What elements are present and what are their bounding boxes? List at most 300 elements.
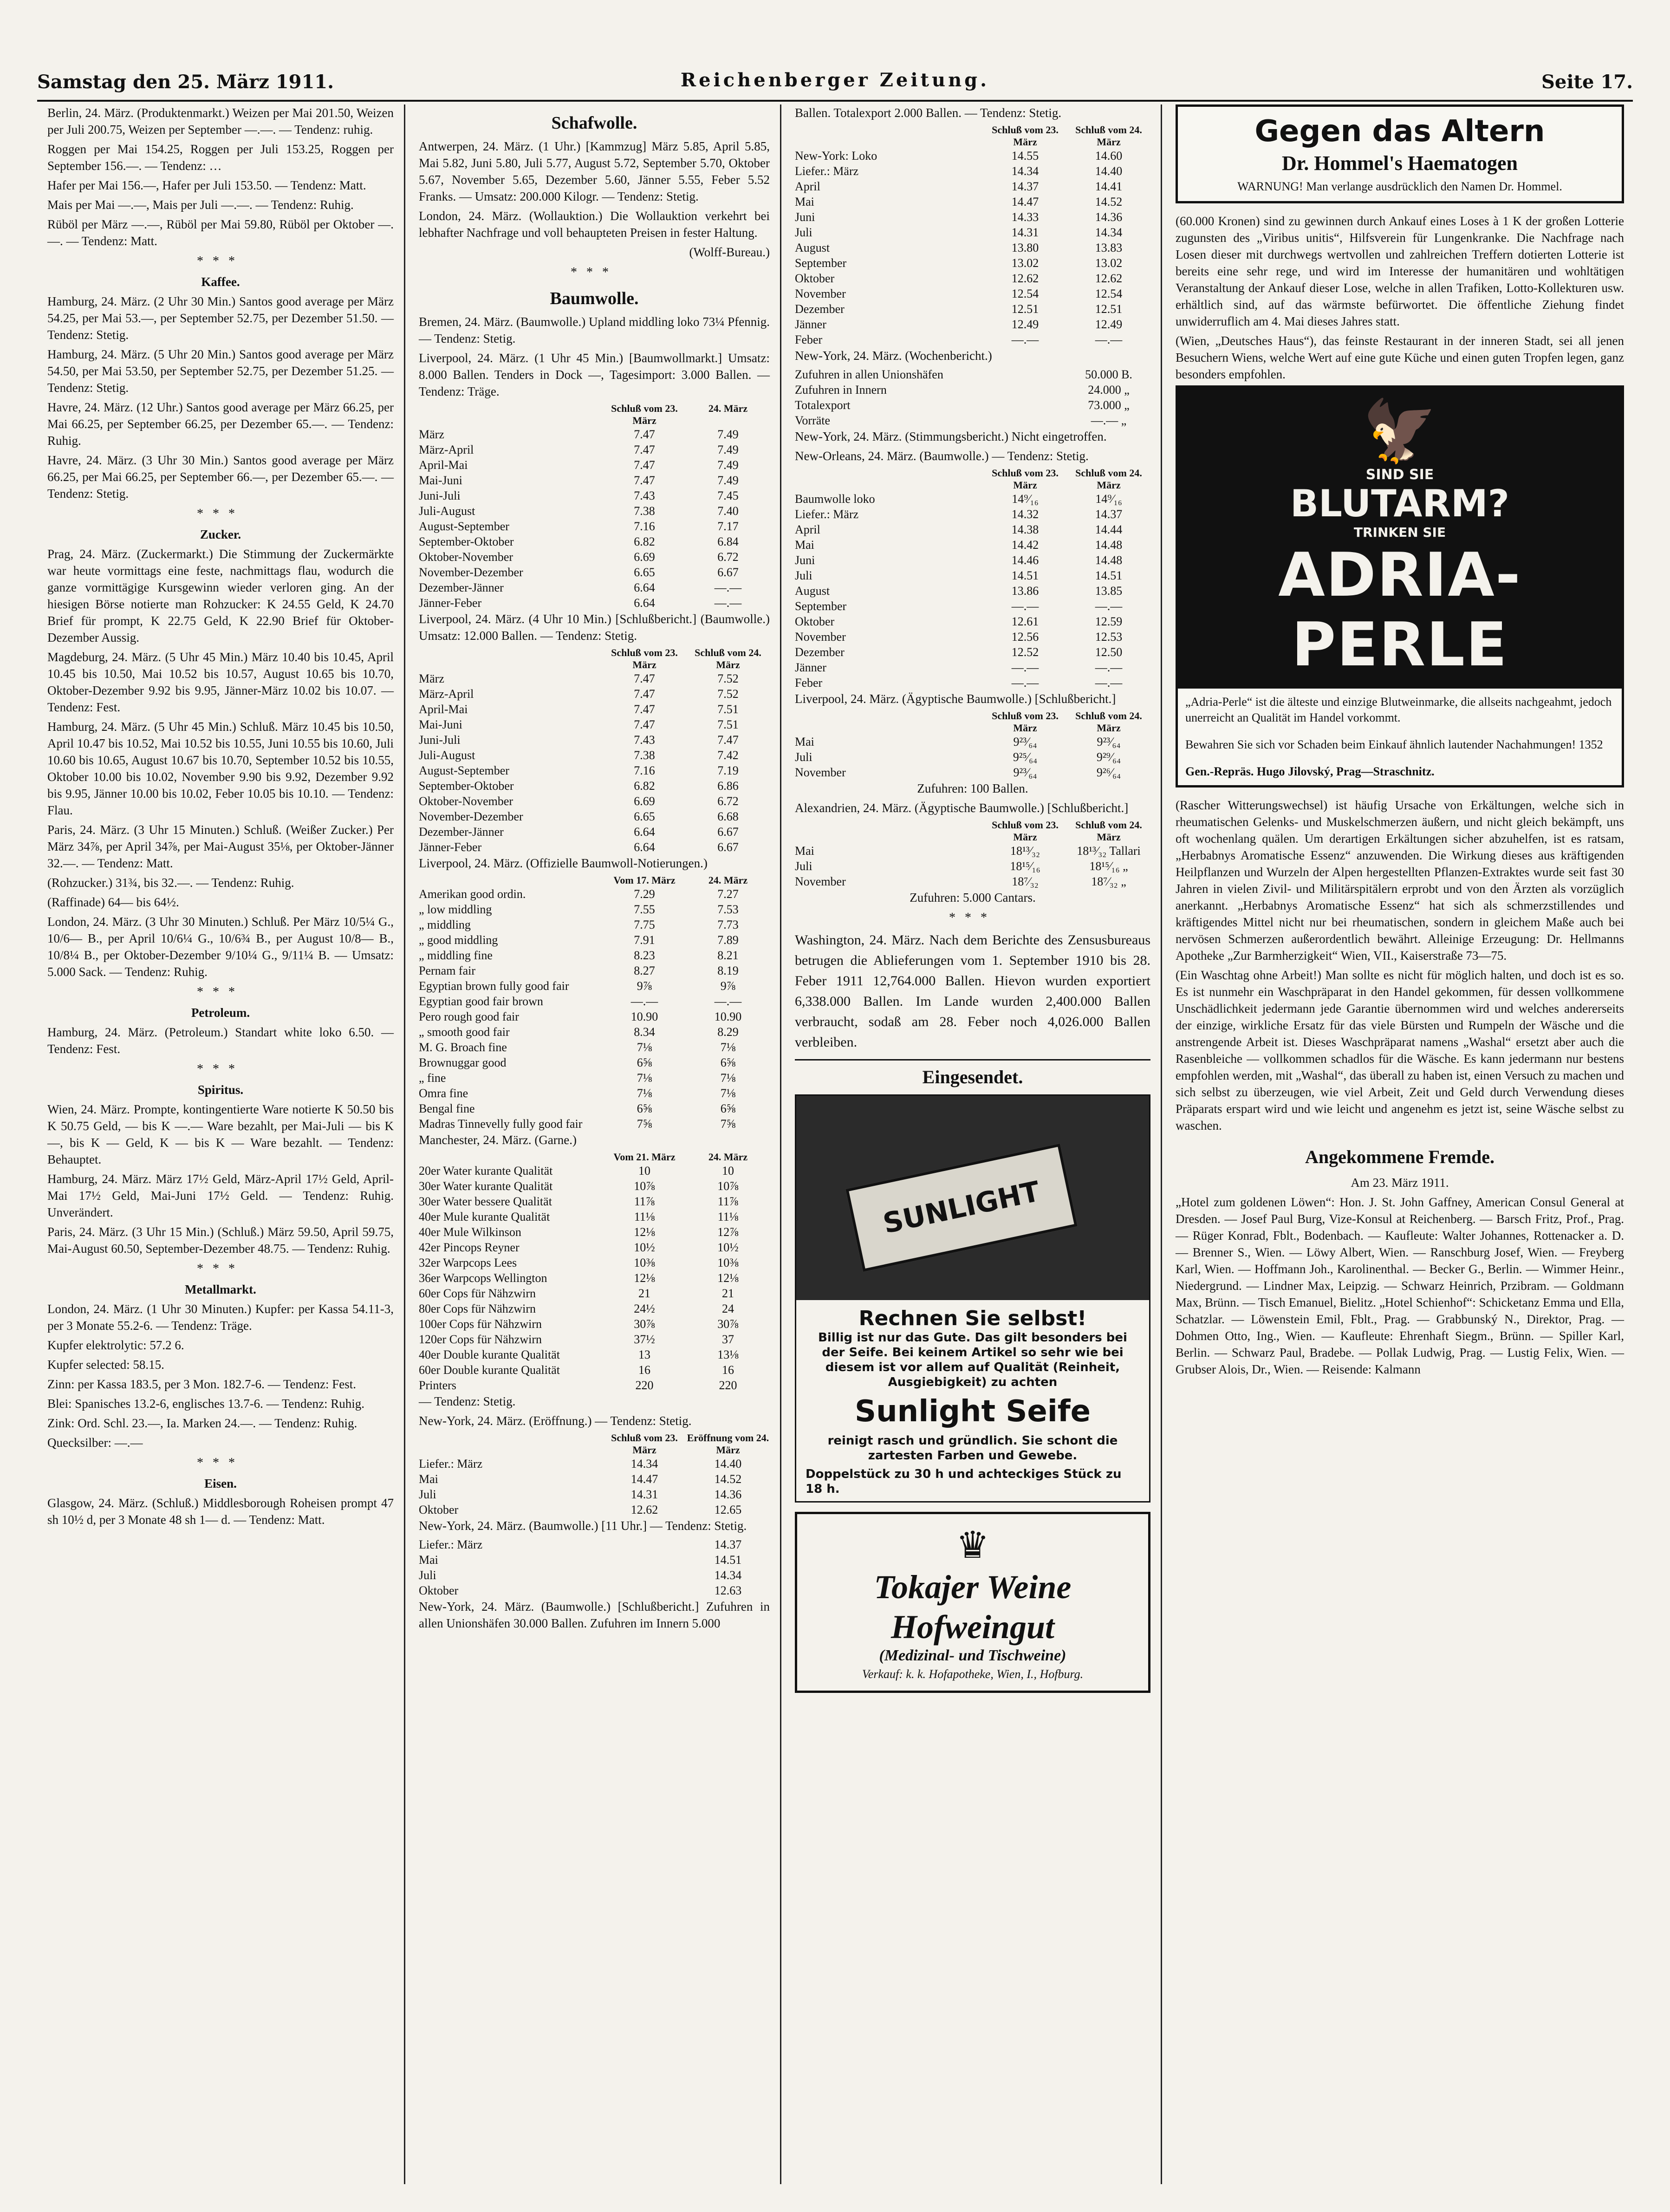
row-label: November-Dezember xyxy=(419,566,523,579)
row-value: 7.73 xyxy=(717,918,739,931)
row-label: März xyxy=(419,672,444,685)
row-label: August-September xyxy=(419,764,509,777)
report-antwerpen: Antwerpen, 24. März. (1 Uhr.) [Kammzug] März 5.85, April 5.85, Mai 5.82, Juni 5.80, Juli 5.77, August 5.72, September 5.70, Oktober 5.67, November 5.65, Dezember 5.60, Jänner 5.55, Feber 5.52 Franks. — Umsatz: 200.000 Kilogr. — Tendenz: Stetig. xyxy=(419,139,770,203)
row-label: 30er Water bessere Qualität xyxy=(419,1195,552,1208)
soap-illustration xyxy=(796,1096,1149,1300)
row-label: April-Mai xyxy=(419,703,468,716)
table-header-cell: Schluß vom 23. März xyxy=(611,403,678,426)
market-report: Berlin, 24. März. (Produktenmarkt.) Weizen per Mai 201.50, Weizen per Juli 200.75, Weizen per September —.—. — Tendenz: ruhig. xyxy=(47,106,394,137)
table-row xyxy=(795,367,1150,382)
row-value: 14.55 xyxy=(1011,149,1039,163)
row-value: 13.83 xyxy=(1095,241,1123,254)
price-table-newyork-1 xyxy=(419,1432,770,1517)
row-label: Mai xyxy=(419,1472,438,1486)
row-value: 9²³⁄₆₄ xyxy=(1013,766,1037,779)
row-value: 18¹⁵⁄₁₆ xyxy=(1010,859,1040,873)
row-label: Bengal fine xyxy=(419,1102,475,1115)
row-value: 7.49 xyxy=(717,474,739,487)
market-report: Prag, 24. März. (Zuckermarkt.) Die Stimmung der Zuckermärkte war heute vormittags eine feste, nachmittags flau, wodurch die ganze vormittägige Kursgewinn wieder verloren ging. An der hiesigen Börse notierte man Rohzucker: K 24.55 Geld, K 24.70 Brief für prompt, K 22.75 Geld, K 22.90 Brief für Oktober-Dezember Aussig. xyxy=(47,547,394,644)
table-row xyxy=(419,1240,770,1255)
price-table-liverpool-2 xyxy=(419,647,770,855)
row-label: 40er Double kurante Qualität xyxy=(419,1348,560,1361)
row-value: 7.52 xyxy=(717,687,739,701)
table-row xyxy=(419,1537,770,1552)
market-report: Hamburg, 24. März. (5 Uhr 20 Min.) Santos good average per März 54.50, per Mai 53.50, per September 52.75, per Dezember 51.25. — Tendenz: Stetig. xyxy=(47,347,394,395)
table-row xyxy=(419,565,770,580)
market-report: Blei: Spanisches 13.2-6, englisches 13.7-6. — Tendenz: Ruhig. xyxy=(47,1397,365,1411)
row-value: 37½ xyxy=(634,1333,655,1346)
row-value: 6.72 xyxy=(717,794,739,808)
table-row xyxy=(419,839,770,855)
row-value: 9⅞ xyxy=(637,979,652,993)
market-report: Hamburg, 24. März. März 17½ Geld, März-April 17½ Geld, April-Mai 17½ Geld, Mai-Juni 17½ Geld. — Tendenz: Ruhig. Unverändert. xyxy=(47,1172,394,1219)
row-value: 10.90 xyxy=(630,1010,658,1023)
table-header-cell: Schluß vom 24. März xyxy=(1075,710,1142,734)
row-label: August xyxy=(795,241,830,254)
table-header-cell: Schluß vom 24. März xyxy=(1075,124,1142,148)
row-value: 7.49 xyxy=(717,458,739,472)
row-value: —.— xyxy=(1011,661,1039,674)
row-label: 42er Pincops Reyner xyxy=(419,1241,520,1254)
section-heading: Kaffee. xyxy=(201,275,240,289)
row-value: 16 xyxy=(722,1363,734,1377)
row-value: 9²⁶⁄₆₄ xyxy=(1096,766,1121,779)
row-label: Dezember-Jänner xyxy=(419,825,504,839)
row-label: New-York: Loko xyxy=(795,149,877,163)
row-value: 6.84 xyxy=(717,535,739,548)
row-value: —.— xyxy=(1095,333,1123,346)
row-label: November xyxy=(795,287,846,300)
row-value: 14.37 xyxy=(714,1538,742,1551)
table-header-cell: Eröffnung vom 24. März xyxy=(687,1432,769,1456)
price-table-new-orleans xyxy=(795,467,1150,690)
row-value: 11⅞ xyxy=(634,1195,655,1208)
row-value: 13.02 xyxy=(1095,256,1123,270)
row-value: 12⅞ xyxy=(717,1225,739,1239)
row-value: 14.46 xyxy=(1011,553,1039,567)
row-value: 12⅛ xyxy=(634,1225,655,1239)
row-label: Mai xyxy=(795,735,814,748)
table-header-cell: Vom 17. März xyxy=(613,874,676,886)
table-row xyxy=(795,599,1150,614)
table-header-cell: Vom 21. März xyxy=(613,1151,676,1163)
row-label: Juni-Juli xyxy=(419,489,461,502)
row-value: 14.51 xyxy=(1095,569,1123,582)
row-label: Brownuggar good xyxy=(419,1056,507,1069)
row-label: 120er Cops für Nähzwirn xyxy=(419,1333,542,1346)
market-report: Wien, 24. März. Prompte, kontingentierte Ware notierte K 50.50 bis K 50.75 Geld, — bis K —.— Ware bezahlt, per Mai-Juli — bis K —, bis K — Geld, K — bis K — Ware bezahlt. — Tendenz: Behauptet. xyxy=(47,1102,394,1166)
table-row xyxy=(419,732,770,748)
row-value: 9²³⁄₆₄ xyxy=(1013,735,1037,748)
row-label: Pernam fair xyxy=(419,964,476,977)
sunlight-brand: Sunlight Seife xyxy=(854,1394,1091,1429)
row-label: März-April xyxy=(419,687,474,701)
row-value: 10.90 xyxy=(714,1010,742,1023)
table-row xyxy=(419,549,770,565)
table-row xyxy=(419,794,770,809)
row-value: 14.51 xyxy=(714,1553,742,1567)
adria-banner xyxy=(1178,388,1622,689)
row-value: 9²³⁄₆₄ xyxy=(1097,735,1121,748)
row-value: 14.31 xyxy=(1011,226,1039,239)
adria-perle-advertisement xyxy=(1176,385,1624,787)
row-label: Madras Tinnevelly fully good fair xyxy=(419,1117,583,1131)
table-row xyxy=(419,1378,770,1393)
row-value: 6.64 xyxy=(634,596,655,610)
divider-stars: *** xyxy=(197,1262,244,1276)
table-row xyxy=(419,1024,770,1040)
row-value: 14.37 xyxy=(1011,180,1039,193)
row-value: 7.51 xyxy=(717,718,739,731)
row-label: „ smooth good fair xyxy=(419,1025,510,1039)
table-row xyxy=(419,488,770,503)
table-header xyxy=(795,124,1150,148)
row-label: Feber xyxy=(795,676,823,690)
tokajer-sale: Verkauf: k. k. Hofapotheke, Wien, I., Hofburg. xyxy=(862,1667,1084,1681)
market-report: Paris, 24. März. (3 Uhr 15 Min.) (Schluß.) März 59.50, April 59.75, Mai-August 60.50, September-Dezember 48.75. — Tendenz: Ruhig. xyxy=(47,1225,394,1256)
table-row xyxy=(419,1209,770,1224)
row-value: 7⅝ xyxy=(637,1117,652,1131)
table-header-cell: Schluß vom 23. März xyxy=(992,710,1059,734)
table-row xyxy=(419,978,770,994)
row-label: Pero rough good fair xyxy=(419,1010,519,1023)
sunlight-headline: Rechnen Sie selbst! xyxy=(858,1307,1087,1330)
adria-text-2: Bewahren Sie sich vor Schaden beim Einkauf ähnlich lautender Nachahmungen! 1352 xyxy=(1185,738,1603,751)
row-value: 14.40 xyxy=(714,1457,742,1470)
row-value: 12.52 xyxy=(1011,645,1039,659)
market-report: Glasgow, 24. März. (Schluß.) Middlesborough Roheisen prompt 47 sh 10½ d, per 3 Monate 48 sh 1— d. — Tendenz: Matt. xyxy=(47,1496,394,1527)
row-label: Mai-Juni xyxy=(419,474,462,487)
table-row xyxy=(795,675,1150,690)
divider-stars: *** xyxy=(197,985,244,999)
row-label: Juni xyxy=(795,210,815,224)
row-value: 7.52 xyxy=(717,672,739,685)
table-row xyxy=(419,748,770,763)
row-label: Jänner xyxy=(795,318,826,331)
table-row xyxy=(795,240,1150,255)
row-value: 13 xyxy=(638,1348,650,1361)
column-1 xyxy=(37,104,405,2184)
report-newyork-cont: Ballen. Totalexport 2.000 Ballen. — Tendenz: Stetig. xyxy=(795,106,1062,120)
row-label: April-Mai xyxy=(419,458,468,472)
row-value: 6.82 xyxy=(634,779,655,793)
table-header xyxy=(795,819,1150,843)
row-value: 7.16 xyxy=(634,764,655,777)
row-label: März-April xyxy=(419,443,474,456)
report-liverpool-2: Liverpool, 24. März. (4 Uhr 10 Min.) [Schlußbericht.] (Baumwolle.) Umsatz: 12.000 Ballen. — Tendenz: Stetig. xyxy=(419,612,770,643)
row-label: Mai xyxy=(795,844,814,858)
market-report: Roggen per Mai 154.25, Roggen per Juli 153.25, Roggen per September 156.—. — Tendenz: … xyxy=(47,142,394,173)
row-value: 8.27 xyxy=(634,964,655,977)
page-number: Seite 17. xyxy=(1541,71,1633,93)
price-table-manchester xyxy=(419,1151,770,1393)
row-value: 16 xyxy=(638,1363,650,1377)
row-value: 220 xyxy=(719,1379,737,1392)
row-value: —.— xyxy=(714,581,742,594)
table-header xyxy=(419,874,770,886)
row-value: 6.67 xyxy=(717,825,739,839)
row-label: August-September xyxy=(419,520,509,533)
table-row xyxy=(795,553,1150,568)
section-heading: Zucker. xyxy=(200,527,241,541)
row-label: Jänner-Feber xyxy=(419,840,482,854)
table-row xyxy=(419,519,770,534)
row-value: 7.40 xyxy=(717,504,739,518)
table-row xyxy=(795,301,1150,317)
table-row xyxy=(795,332,1150,347)
row-label: Juli xyxy=(419,1488,436,1501)
row-value: 7⅛ xyxy=(720,1071,736,1085)
row-value: 7.43 xyxy=(634,489,655,502)
row-label: Feber xyxy=(795,333,823,346)
row-label: Dezember xyxy=(795,645,845,659)
row-value: 14.41 xyxy=(1095,180,1123,193)
table-header xyxy=(419,647,770,671)
table-header xyxy=(419,1151,770,1163)
row-value: 10½ xyxy=(717,1241,739,1254)
table-row xyxy=(419,1086,770,1101)
row-value: 6.67 xyxy=(717,566,739,579)
row-label: Oktober-November xyxy=(419,794,513,808)
table-row xyxy=(419,1270,770,1286)
row-value: 18¹⁵⁄₁₆ „ xyxy=(1089,859,1128,873)
row-label: Dezember-Jänner xyxy=(419,581,504,594)
soap-bar-label: SUNLIGHT xyxy=(845,1144,1078,1272)
table-row xyxy=(795,765,1150,780)
market-report: London, 24. März. (3 Uhr 30 Minuten.) Schluß. Per März 10/5¼ G., 10/6— B., per April 10/6¼ G., 10/6¾ B., per August 10/8— B., 10/8¼ B., per Oktober-Dezember 9/10¼ G., 9/11¼ B. — Umsatz: 5.000 Sack. — Tendenz: Ruhig. xyxy=(47,915,394,979)
row-label: November xyxy=(795,875,846,888)
table-row xyxy=(795,271,1150,286)
table-header-cell: Schluß vom 23. März xyxy=(992,467,1059,491)
row-value: —.— xyxy=(1011,333,1039,346)
sunlight-text-2: reinigt rasch und gründlich. Sie schont die zartesten Farben und Gewebe. xyxy=(827,1434,1118,1463)
table-row xyxy=(419,1568,770,1583)
table-row xyxy=(419,671,770,686)
section-heading: Metallmarkt. xyxy=(185,1282,256,1296)
row-value: 14.52 xyxy=(714,1472,742,1486)
table-row xyxy=(419,1552,770,1568)
haematogen-warning: WARNUNG! Man verlange ausdrücklich den Namen Dr. Hommel. xyxy=(1237,180,1562,193)
notice-witterungswechsel: (Rascher Witterungswechsel) ist häufig Ursache von Erkältungen, welche sich in rheumatischen Gelenks- und Muskelschmerzen äußern, und nicht gleich bekämpft, uns oft wochenlang quälen. Um derartigen Erkältungen sicher abzuhelfen, ist es ratsam, „Herbabnys Aromatische Essenz“ anzuwenden. Die Wirkung dieses aus kräftigenden Heilpflanzen und Wurzeln der Alpen hergestellten Pflanzen-Extraktes wurde seit fast 30 Jahren in vielen Zivil- und Militärspitälern erprobt und von den Ärzten als vorzüglich anerkannt. „Herbabnys Aromatische Essenz“ hat sich als schmerzstillendes und kräftigendes Mittel nicht nur bei rheumatischen, sondern in gleichem Maße auch bei nervösen Schmerzen außerordentlich bewährt. Alleinige Erzeugung: Dr. Hellmanns Apotheke „Zur Barmherzigkeit“ Wien, VII., Kaiserstraße 73—75. xyxy=(1176,798,1624,963)
table-row xyxy=(419,1101,770,1116)
row-value: —.— „ xyxy=(1091,414,1127,427)
row-value: 14.47 xyxy=(1011,195,1039,208)
row-value: 8.23 xyxy=(634,949,655,962)
row-value: 18¹³⁄₃₂ xyxy=(1010,844,1040,858)
table-row xyxy=(419,824,770,839)
row-value: 7.16 xyxy=(634,520,655,533)
table-header xyxy=(795,710,1150,734)
row-label: April xyxy=(795,180,820,193)
table-row xyxy=(795,644,1150,660)
row-value: 14.48 xyxy=(1095,553,1123,567)
table-row xyxy=(795,614,1150,629)
row-value: 14.34 xyxy=(630,1457,658,1470)
row-label: Oktober xyxy=(795,272,835,285)
row-label: Juli xyxy=(795,569,812,582)
row-value: 7.47 xyxy=(634,428,655,441)
row-value: 7⅛ xyxy=(720,1086,736,1100)
row-value: 6.86 xyxy=(717,779,739,793)
row-label: Mai xyxy=(795,538,814,552)
table-header-cell: Schluß vom 24. März xyxy=(695,647,761,670)
divider-stars: *** xyxy=(197,1456,244,1470)
row-value: 12.51 xyxy=(1095,302,1123,316)
row-value: 8.29 xyxy=(717,1025,739,1039)
row-value: —.— xyxy=(714,995,742,1008)
market-report: Havre, 24. März. (3 Uhr 30 Min.) Santos good average per März 66.25, per Mai 66.25, per September 66.—, per Dezember 65.—. — Tendenz: Stetig. xyxy=(47,453,394,501)
table-header-cell: Schluß vom 23. März xyxy=(611,647,678,670)
price-table-alexandrien xyxy=(795,819,1150,889)
row-value: 7.89 xyxy=(717,933,739,947)
market-report: Hamburg, 24. März. (2 Uhr 30 Min.) Santos good average per März 54.25, per Mai 53.—, per September 52.75, per Dezember 51.50. — Tendenz: Stetig. xyxy=(47,294,394,342)
table-row xyxy=(795,749,1150,765)
row-value: 8.34 xyxy=(634,1025,655,1039)
table-header-cell: Schluß vom 24. März xyxy=(1075,819,1142,843)
report-bremen: Bremen, 24. März. (Baumwolle.) Upland middling loko 73¼ Pfennig. — Tendenz: Stetig. xyxy=(419,315,770,345)
row-value: 13⅛ xyxy=(717,1348,739,1361)
row-value: —.— xyxy=(1011,599,1039,613)
row-label: Mai xyxy=(419,1553,438,1567)
table-row xyxy=(419,442,770,457)
adria-text-1: „Adria-Perle“ ist die älteste und einzige Blutweinmarke, die allseits nachgeahmt, jedoch unerreicht an Qualität im Handel vorkommt. xyxy=(1185,695,1612,724)
row-value: 12⅛ xyxy=(634,1271,655,1285)
table-row xyxy=(795,629,1150,644)
row-label: Juni-Juli xyxy=(419,733,461,747)
row-value: 12.54 xyxy=(1011,287,1039,300)
adria-line-1: SIND SIE xyxy=(1365,467,1434,483)
notice-deutsches-haus: (Wien, „Deutsches Haus“), das feinste Restaurant in der inneren Stadt, sei all jenen Besuchern Wiens, welche Wert auf eine gute Küche und einen guten Tropfen legen, ganz besonders empfohlen. xyxy=(1176,334,1624,381)
row-value: 14.47 xyxy=(630,1472,658,1486)
row-value: 7.42 xyxy=(717,748,739,762)
table-row xyxy=(419,1301,770,1316)
table-row xyxy=(419,1347,770,1362)
row-value: 12⅛ xyxy=(717,1271,739,1285)
row-value: 18¹³⁄₃₂ Tallari xyxy=(1077,844,1141,858)
table-row xyxy=(795,317,1150,332)
row-value: 6.72 xyxy=(717,550,739,564)
divider-stars: *** xyxy=(949,911,996,925)
row-value: 14.44 xyxy=(1095,523,1123,536)
table-row xyxy=(419,778,770,794)
row-value: 7.49 xyxy=(717,428,739,441)
row-value: —.— xyxy=(714,596,742,610)
table-row xyxy=(795,148,1150,163)
column-3 xyxy=(785,104,1162,2184)
row-value: 7.29 xyxy=(634,887,655,901)
row-value: 12.54 xyxy=(1095,287,1123,300)
market-report: (Rohzucker.) 31¾, bis 32.—. — Tendenz: Ruhig. xyxy=(47,876,294,890)
row-value: 12.53 xyxy=(1095,630,1123,644)
row-value: 10⅜ xyxy=(634,1256,655,1269)
table-row xyxy=(419,503,770,519)
row-label: September xyxy=(795,256,847,270)
row-label: September-Oktober xyxy=(419,779,514,793)
table-row xyxy=(419,902,770,917)
row-value: 10⅜ xyxy=(717,1256,739,1269)
table-row xyxy=(795,734,1150,749)
table-row xyxy=(419,717,770,732)
report-new-orleans: New-Orleans, 24. März. (Baumwolle.) — Tendenz: Stetig. xyxy=(795,449,1089,463)
row-value: 21 xyxy=(638,1287,650,1300)
row-value: 7.43 xyxy=(634,733,655,747)
row-value: 7⅛ xyxy=(637,1086,652,1100)
row-label: Totalexport xyxy=(795,398,851,412)
row-value: 12.51 xyxy=(1011,302,1039,316)
row-label: Mai-Juni xyxy=(419,718,462,731)
table-row xyxy=(419,1163,770,1178)
divider-stars: *** xyxy=(197,254,244,268)
row-value: 10⅞ xyxy=(717,1179,739,1193)
row-label: Zufuhren in Innern xyxy=(795,383,887,397)
market-report: Hamburg, 24. März. (Petroleum.) Standart white loko 6.50. — Tendenz: Fest. xyxy=(47,1025,394,1056)
row-label: „ middling fine xyxy=(419,949,493,962)
row-value: 7.91 xyxy=(634,933,655,947)
market-report: Zinn: per Kassa 183.5, per 3 Mon. 182.7-6. — Tendenz: Fest. xyxy=(47,1377,357,1391)
row-label: Jänner xyxy=(795,661,826,674)
row-label: „ fine xyxy=(419,1071,446,1085)
section-title-eingesendet: Eingesendet. xyxy=(795,1059,1150,1088)
row-label: Juli xyxy=(795,859,812,873)
row-value: 24½ xyxy=(634,1302,655,1315)
row-label: Oktober xyxy=(419,1584,459,1597)
row-value: 7.38 xyxy=(634,504,655,518)
row-value: 6.82 xyxy=(634,535,655,548)
table-row xyxy=(795,194,1150,209)
sunlight-text: Billig ist nur das Gute. Das gilt besonders bei der Seife. Bei keinem Artikel so sehr wie bei diesem ist vor allem auf Qualität (Reinheit, Ausgiebigkeit) zu achten xyxy=(818,1331,1127,1389)
row-value: 6.69 xyxy=(634,550,655,564)
table-row xyxy=(419,1583,770,1598)
row-value: 24 xyxy=(722,1302,734,1315)
row-value: 14.31 xyxy=(630,1488,658,1501)
table-row xyxy=(795,537,1150,553)
liverpool-zufuhren: Zufuhren: 100 Ballen. xyxy=(917,781,1028,795)
row-label: Juli-August xyxy=(419,748,475,762)
price-table-liverpool-1 xyxy=(419,403,770,611)
adria-line-2: BLUTARM? xyxy=(1290,482,1509,525)
row-value: 12.56 xyxy=(1011,630,1039,644)
row-value: 8.19 xyxy=(717,964,739,977)
price-table-liverpool-3 xyxy=(419,874,770,1132)
row-label: Vorräte xyxy=(795,414,831,427)
row-label: 40er Mule Wilkinson xyxy=(419,1225,521,1239)
row-label: Zufuhren in allen Unionshäfen xyxy=(795,368,943,381)
table-row xyxy=(419,1456,770,1471)
row-value: 6.68 xyxy=(717,810,739,823)
table-header-cell: Schluß vom 23. März xyxy=(611,1432,678,1456)
row-label: Juli xyxy=(795,750,812,764)
report-liverpool-1: Liverpool, 24. März. (1 Uhr 45 Min.) [Baumwollmarkt.] Umsatz: 8.000 Ballen. Tenders in Dock —, Tagesimport: 3.000 Ballen. — Tendenz: Träge. xyxy=(419,351,770,398)
row-label: Liefer.: März xyxy=(419,1538,483,1551)
table-row xyxy=(795,859,1150,874)
report-newyork-stimmung: New-York, 24. März. (Stimmungsbericht.) Nicht eingetroffen. xyxy=(795,429,1107,443)
row-value: 14.36 xyxy=(714,1488,742,1501)
sunlight-prices: Doppelstück zu 30 h und achteckiges Stück zu 18 h. xyxy=(806,1467,1122,1496)
market-report: Kupfer selected: 58.15. xyxy=(47,1358,164,1372)
row-value: 8.21 xyxy=(717,949,739,962)
row-label: August xyxy=(795,584,830,598)
row-value: 14⁹⁄₁₆ xyxy=(1095,492,1122,506)
row-value: 6.65 xyxy=(634,810,655,823)
market-report: Magdeburg, 24. März. (5 Uhr 45 Min.) März 10.40 bis 10.45, April 10.45 bis 10.50, Mai 10.52 bis 10.57, August 10.65 bis 10.70, Oktober-Dezember 9.92 bis 9.95, Jänner-März 10.02 bis 10.07. — Tendenz: Fest. xyxy=(47,650,394,714)
table-row xyxy=(419,427,770,442)
source-wolff: (Wolff-Bureau.) xyxy=(689,245,770,259)
table-row xyxy=(419,1055,770,1070)
section-title-fremde: Angekommene Fremde. xyxy=(1305,1146,1495,1167)
table-row xyxy=(419,1471,770,1487)
table-row xyxy=(419,1178,770,1194)
row-value: 7.47 xyxy=(634,718,655,731)
